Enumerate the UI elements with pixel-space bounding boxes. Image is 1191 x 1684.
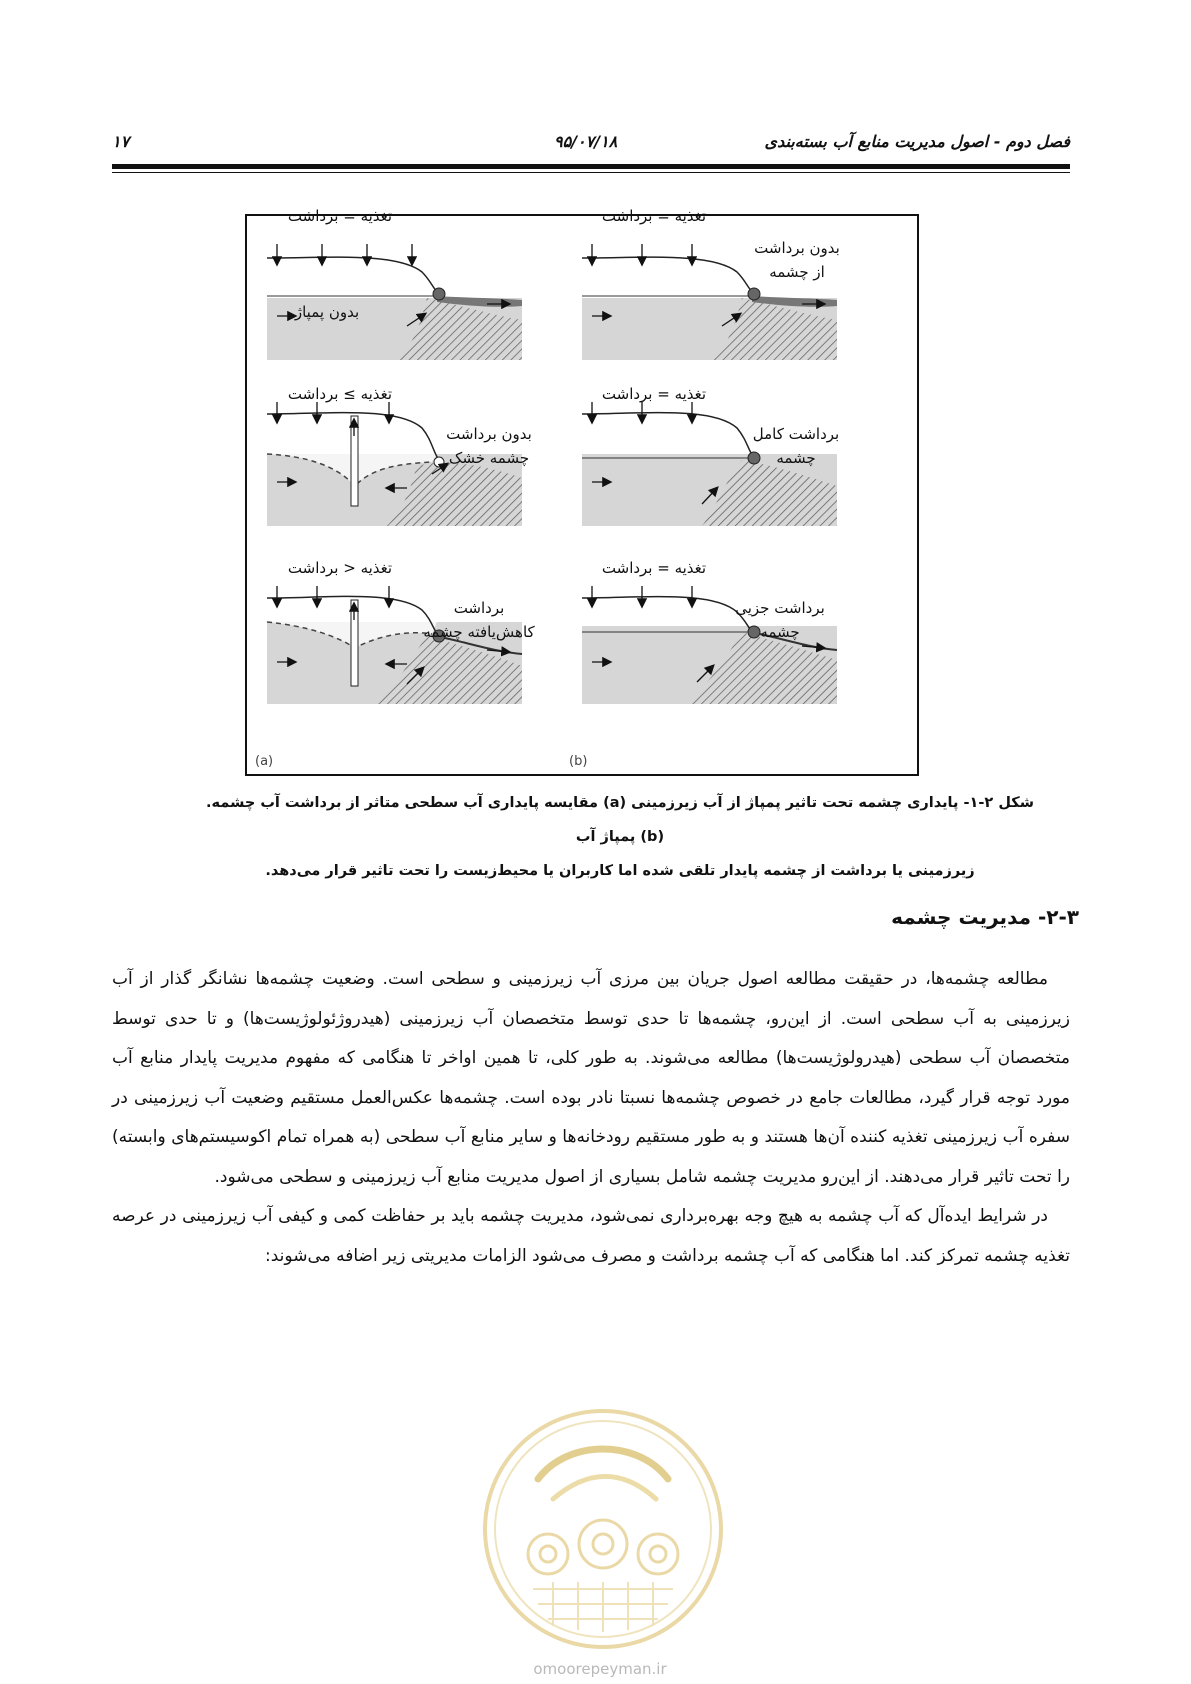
paragraph-1: مطالعه چشمه‌ها، در حقیقت مطالعه اصول جریان بین مرزی آب زیرزمینی و سطحی است. وضعیت چشمه‌ها نشانگر گذار از آب زیرزمینی به آب سطحی است. از این‌رو، چشمه‌ها تا حدی توسط متخصصان آب زیرزمینی (هیدروژئولوژیست‌ها) و تا حدی توسط متخصصان آب سطحی (هیدرولوژیست‌ها) مطالعه می‌شوند. به طور کلی، تا همین اواخر تا هنگامی که مفهوم مدیریت پایدار منابع آب مورد توجه قرار گیرد، مطالعات جامع در خصوص چشمه‌ها نسبتا نادر بوده است. چشمه‌ها عکس‌العمل مستقیم وضعیت آب زیرزمینی در سفره آب زیرزمینی تغذیه کننده آن‌ها هستند و به طور مستقیم رودخانه‌ها و سایر منابع آب سطحی (به همراه تمام اکوسیستم‌های وابسته) را تحت تاثیر قرار می‌دهند. از این‌رو مدیریت چشمه شامل بسیاری از اصول مدیریت منابع آب زیرزمینی و سطحی می‌شود.: [112, 969, 1070, 1187]
panel-b-tag: (b): [569, 754, 588, 769]
figure-caption: [200, 786, 1040, 888]
panel-a3-top-label: تغذیه < برداشت: [287, 559, 393, 577]
panel-a2-top-label: تغذیه ≥ برداشت: [287, 385, 393, 403]
watermark-seal: [478, 1404, 728, 1674]
header-rule-thick: [112, 164, 1070, 169]
panel-b3-side-label: برداشت جزیی چشمه: [735, 599, 825, 641]
page-number: ۱۷: [112, 132, 130, 151]
panel-a3-side-label: برداشت کاهش‌یافته چشمه: [423, 599, 535, 641]
spring-sustainability-figure: [245, 207, 919, 776]
body-text: [112, 960, 1070, 1276]
paragraph-2: در شرایط ایده‌آل که آب چشمه به هیچ وجه بهره‌برداری نمی‌شود، مدیریت چشمه باید بر حفاظت کمی و کیفی آب زیرزمینی در عرصه تغذیه چشمه تمرکز کند. اما هنگامی که آب چشمه برداشت و مصرف می‌شود الزامات مدیریتی زیر اضافه می‌شوند:: [112, 1206, 1070, 1266]
header-rule-thin: [112, 172, 1070, 173]
panel-b2-side-label: برداشت کامل چشمه: [752, 425, 840, 467]
panel-b1-top-label: تغذیه = برداشت: [601, 207, 707, 225]
header-date: ۹۵/۰۷/۱۸: [554, 132, 618, 151]
section-title: ۲-۳- مدیریت چشمه: [891, 905, 1079, 929]
panel-a2-side-label: بدون برداشت چشمه خشک: [446, 425, 532, 467]
panel-b3-top-label: تغذیه = برداشت: [601, 559, 707, 577]
watermark-url: omoorepeyman.ir: [533, 1660, 667, 1678]
chapter-title: فصل دوم - اصول مدیریت منابع آب بسته‌بندی: [764, 132, 1070, 151]
panel-a-tag: (a): [255, 754, 274, 769]
caption-line-1: شکل ۲-۱- پایداری چشمه تحت تاثیر پمپاژ از آب زیرزمینی (a) مقایسه پایداری آب سطحی متاثر از برداشت آب چشمه. (b) پمپاژ آب: [206, 795, 1034, 845]
panel-a1-side-label: بدون پمپاژ: [294, 303, 360, 321]
panel-b2-top-label: تغذیه = برداشت: [601, 385, 707, 403]
panel-a1-top-label: تغذیه = برداشت: [287, 207, 393, 225]
page-header: [112, 128, 1070, 158]
caption-line-2: زیرزمینی یا برداشت از چشمه پایدار تلقی شده اما کاربران یا محیط‌زیست را تحت تاثیر قرار می‌دهد.: [265, 863, 975, 879]
panel-b1-side-label: بدون برداشت از چشمه: [754, 239, 840, 281]
